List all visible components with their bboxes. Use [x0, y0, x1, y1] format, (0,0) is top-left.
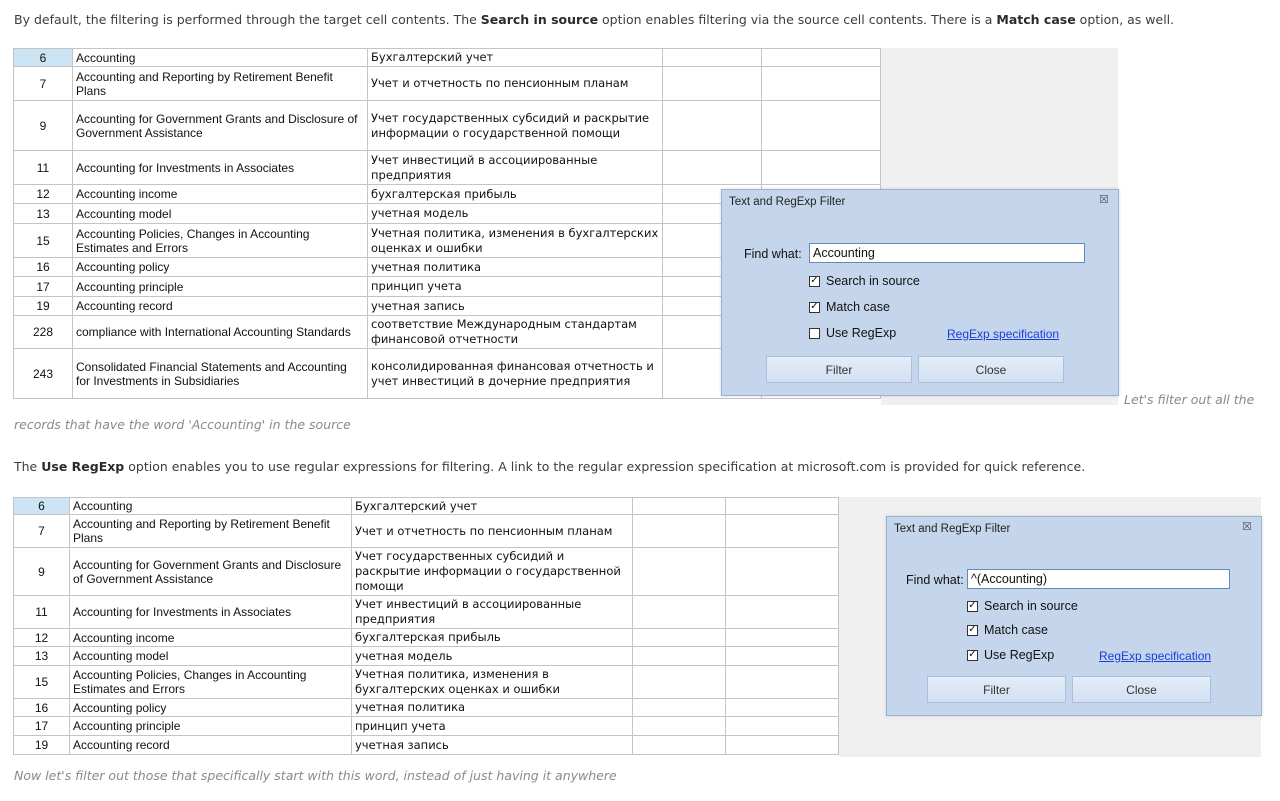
source-term-cell[interactable]: Accounting policy — [70, 699, 352, 717]
source-term-cell[interactable]: compliance with International Accounting Standards — [73, 316, 368, 349]
source-term-cell[interactable]: Accounting for Government Grants and Disclosure of Government Assistance — [73, 101, 368, 151]
empty-cell[interactable] — [726, 699, 839, 717]
empty-cell[interactable] — [633, 596, 726, 629]
regexp-bold-use-regexp: Use RegExp — [41, 459, 125, 474]
grid-2 — [13, 497, 839, 755]
empty-cell[interactable] — [633, 629, 726, 647]
regexp-paragraph — [14, 459, 1085, 474]
empty-cell[interactable] — [726, 717, 839, 736]
target-term-cell[interactable]: Бухгалтерский учет — [352, 498, 633, 515]
row-number-cell[interactable]: 15 — [14, 224, 73, 258]
empty-cell[interactable] — [726, 548, 839, 596]
find-what-label: Find what: — [744, 247, 802, 261]
empty-cell[interactable] — [633, 548, 726, 596]
intro-text-3: option, as well. — [1075, 12, 1175, 27]
target-term-cell[interactable]: принцип учета — [368, 277, 663, 297]
table-row[interactable] — [14, 101, 881, 151]
use-regexp-checkbox[interactable] — [967, 648, 1054, 662]
regexp-text-2: option enables you to use regular expressions for filtering. A link to the regular expression specification at microsoft.com is provided for quick reference. — [124, 459, 1086, 474]
source-term-cell[interactable]: Accounting for Investments in Associates — [73, 151, 368, 185]
source-term-cell[interactable]: Accounting for Government Grants and Disclosure of Government Assistance — [70, 548, 352, 596]
checkbox-icon — [809, 328, 820, 339]
empty-cell[interactable] — [762, 67, 881, 101]
empty-cell[interactable] — [762, 49, 881, 67]
row-number-cell[interactable]: 7 — [14, 515, 70, 548]
target-term-cell[interactable]: соответствие Международным стандартам финансовой отчетности — [368, 316, 663, 349]
row-number-cell[interactable]: 16 — [14, 258, 73, 277]
table-row[interactable] — [14, 67, 881, 101]
table-row[interactable] — [14, 596, 839, 629]
row-number-cell[interactable]: 13 — [14, 204, 73, 224]
checkbox-icon: ✓ — [968, 624, 977, 635]
caption-1-line-2: records that have the word 'Accounting' in the source — [14, 417, 351, 432]
regexp-specification-link[interactable]: RegExp specification — [947, 327, 1060, 341]
empty-cell[interactable] — [726, 736, 839, 755]
target-term-cell[interactable]: Учет и отчетность по пенсионным планам — [352, 515, 633, 548]
close-button[interactable]: Close — [918, 356, 1064, 383]
find-what-label: Find what: — [906, 573, 964, 587]
empty-cell[interactable] — [726, 596, 839, 629]
target-term-cell[interactable]: учетная запись — [368, 297, 663, 316]
target-term-cell[interactable]: Учет и отчетность по пенсионным планам — [368, 67, 663, 101]
source-term-cell[interactable]: Accounting policy — [73, 258, 368, 277]
row-number-cell[interactable]: 6 — [14, 49, 73, 67]
empty-cell[interactable] — [663, 101, 762, 151]
source-term-cell[interactable]: Accounting — [73, 49, 368, 67]
empty-cell[interactable] — [633, 666, 726, 699]
table-row[interactable] — [14, 498, 839, 515]
row-number-cell[interactable]: 15 — [14, 666, 70, 699]
source-term-cell[interactable]: Accounting principle — [73, 277, 368, 297]
target-term-cell[interactable]: учетная запись — [352, 736, 633, 755]
table-row[interactable] — [14, 736, 839, 755]
filter-button[interactable]: Filter — [766, 356, 912, 383]
source-term-cell[interactable]: Accounting — [70, 498, 352, 515]
checkbox-icon: ✓ — [968, 600, 977, 611]
empty-cell[interactable] — [633, 736, 726, 755]
search-in-source-label: Search in source — [826, 274, 920, 288]
empty-cell[interactable] — [726, 647, 839, 666]
source-term-cell[interactable]: Accounting record — [70, 736, 352, 755]
table-row[interactable] — [14, 699, 839, 717]
table-row[interactable] — [14, 515, 839, 548]
search-in-source-label: Search in source — [984, 599, 1078, 613]
intro-bold-search-in-source: Search in source — [480, 12, 599, 27]
empty-cell[interactable] — [663, 49, 762, 67]
empty-cell[interactable] — [726, 629, 839, 647]
row-number-cell[interactable]: 17 — [14, 717, 70, 736]
empty-cell[interactable] — [633, 717, 726, 736]
empty-cell[interactable] — [633, 498, 726, 515]
source-term-cell[interactable]: Accounting and Reporting by Retirement Benefit Plans — [73, 67, 368, 101]
row-number-cell[interactable]: 19 — [14, 736, 70, 755]
empty-cell[interactable] — [663, 151, 762, 185]
close-icon[interactable]: ☒ — [1242, 521, 1252, 533]
target-term-cell[interactable]: учетная политика — [368, 258, 663, 277]
checkbox-icon: ✓ — [810, 275, 819, 286]
filter-dialog-1 — [721, 189, 1119, 396]
source-term-cell[interactable]: Accounting model — [73, 204, 368, 224]
search-in-source-checkbox[interactable] — [809, 274, 920, 288]
row-number-cell[interactable]: 19 — [14, 297, 73, 316]
target-term-cell[interactable]: Учетная политика, изменения в бухгалтерских оценках и ошибки — [368, 224, 663, 258]
search-in-source-checkbox[interactable] — [967, 599, 1078, 613]
source-term-cell[interactable]: Accounting Policies, Changes in Accounting Estimates and Errors — [73, 224, 368, 258]
empty-cell[interactable] — [762, 101, 881, 151]
empty-cell[interactable] — [663, 67, 762, 101]
target-term-cell[interactable]: консолидированная финансовая отчетность и учет инвестиций в дочерние предприятия — [368, 349, 663, 399]
checkbox-icon: ✓ — [968, 649, 977, 660]
row-number-cell[interactable]: 9 — [14, 548, 70, 596]
close-icon[interactable]: ☒ — [1099, 194, 1109, 206]
row-number-cell[interactable]: 12 — [14, 629, 70, 647]
row-number-cell[interactable]: 243 — [14, 349, 73, 399]
table-row[interactable] — [14, 629, 839, 647]
source-term-cell[interactable]: Accounting income — [73, 185, 368, 204]
match-case-checkbox[interactable] — [967, 623, 1048, 637]
row-number-cell[interactable]: 6 — [14, 498, 70, 515]
caption-2: Now let's filter out those that specifically start with this word, instead of just having it anywhere — [14, 768, 617, 783]
source-term-cell[interactable]: Consolidated Financial Statements and Accounting for Investments in Subsidiaries — [73, 349, 368, 399]
source-term-cell[interactable]: Accounting and Reporting by Retirement Benefit Plans — [70, 515, 352, 548]
intro-paragraph — [14, 12, 1174, 27]
target-term-cell[interactable]: учетная модель — [368, 204, 663, 224]
target-term-cell[interactable]: учетная политика — [352, 699, 633, 717]
target-term-cell[interactable]: Учет инвестиций в ассоциированные предприятия — [352, 596, 633, 629]
row-number-cell[interactable]: 16 — [14, 699, 70, 717]
source-term-cell[interactable]: Accounting principle — [70, 717, 352, 736]
regexp-specification-link[interactable]: RegExp specification — [1099, 649, 1212, 663]
target-term-cell[interactable]: Бухгалтерский учет — [368, 49, 663, 67]
row-number-cell[interactable]: 17 — [14, 277, 73, 297]
use-regexp-label: Use RegExp — [826, 326, 897, 340]
find-what-input[interactable] — [967, 569, 1230, 589]
screenshot-2 — [13, 497, 1261, 757]
target-term-cell[interactable]: Учет государственных субсидий и раскрытие информации о государственной помощи — [368, 101, 663, 151]
table-row[interactable] — [14, 151, 881, 185]
filter-button[interactable]: Filter — [927, 676, 1066, 703]
screenshot-1 — [13, 48, 1118, 405]
target-term-cell[interactable]: принцип учета — [352, 717, 633, 736]
table-row[interactable] — [14, 647, 839, 666]
regexp-text-1: The — [14, 459, 42, 474]
target-term-cell[interactable]: Учетная политика, изменения в бухгалтерских оценках и ошибки — [352, 666, 633, 699]
match-case-checkbox[interactable] — [809, 300, 890, 314]
table-row[interactable] — [14, 666, 839, 699]
target-term-cell[interactable]: Учет инвестиций в ассоциированные предприятия — [368, 151, 663, 185]
target-term-cell[interactable]: Учет государственных субсидий и раскрытие информации о государственной помощи — [352, 548, 633, 596]
row-number-cell[interactable]: 11 — [14, 596, 70, 629]
empty-cell[interactable] — [633, 515, 726, 548]
filter-dialog-2 — [886, 516, 1262, 716]
row-number-cell[interactable]: 228 — [14, 316, 73, 349]
checkbox-icon: ✓ — [810, 301, 819, 312]
intro-bold-match-case: Match case — [996, 12, 1076, 27]
target-term-cell[interactable]: учетная модель — [352, 647, 633, 666]
empty-cell[interactable] — [726, 515, 839, 548]
source-term-cell[interactable]: Accounting for Investments in Associates — [70, 596, 352, 629]
dialog-title: Text and RegExp Filter — [894, 523, 1011, 535]
target-term-cell[interactable]: бухгалтерская прибыль — [352, 629, 633, 647]
use-regexp-label: Use RegExp — [984, 648, 1055, 662]
source-term-cell[interactable]: Accounting Policies, Changes in Accounting Estimates and Errors — [70, 666, 352, 699]
use-regexp-checkbox[interactable] — [809, 326, 896, 340]
find-what-input[interactable] — [809, 243, 1085, 263]
empty-cell[interactable] — [633, 647, 726, 666]
intro-text-2: option enables filtering via the source cell contents. There is a — [598, 12, 997, 27]
target-term-cell[interactable]: бухгалтерская прибыль — [368, 185, 663, 204]
row-number-cell[interactable]: 7 — [14, 67, 73, 101]
empty-cell[interactable] — [762, 151, 881, 185]
match-case-label: Match case — [826, 300, 890, 314]
row-number-cell[interactable]: 12 — [14, 185, 73, 204]
table-row[interactable] — [14, 49, 881, 67]
match-case-label: Match case — [984, 623, 1048, 637]
close-button[interactable]: Close — [1072, 676, 1211, 703]
empty-cell[interactable] — [726, 666, 839, 699]
intro-text-1: By default, the filtering is performed through the target cell contents. The — [14, 12, 481, 27]
dialog-title: Text and RegExp Filter — [729, 196, 846, 208]
row-number-cell[interactable]: 11 — [14, 151, 73, 185]
table-row[interactable] — [14, 548, 839, 596]
empty-cell[interactable] — [633, 699, 726, 717]
row-number-cell[interactable]: 13 — [14, 647, 70, 666]
caption-1-line-1: Let's filter out all the — [1124, 392, 1255, 407]
source-term-cell[interactable]: Accounting model — [70, 647, 352, 666]
table-row[interactable] — [14, 717, 839, 736]
empty-cell[interactable] — [726, 498, 839, 515]
source-term-cell[interactable]: Accounting record — [73, 297, 368, 316]
row-number-cell[interactable]: 9 — [14, 101, 73, 151]
source-term-cell[interactable]: Accounting income — [70, 629, 352, 647]
